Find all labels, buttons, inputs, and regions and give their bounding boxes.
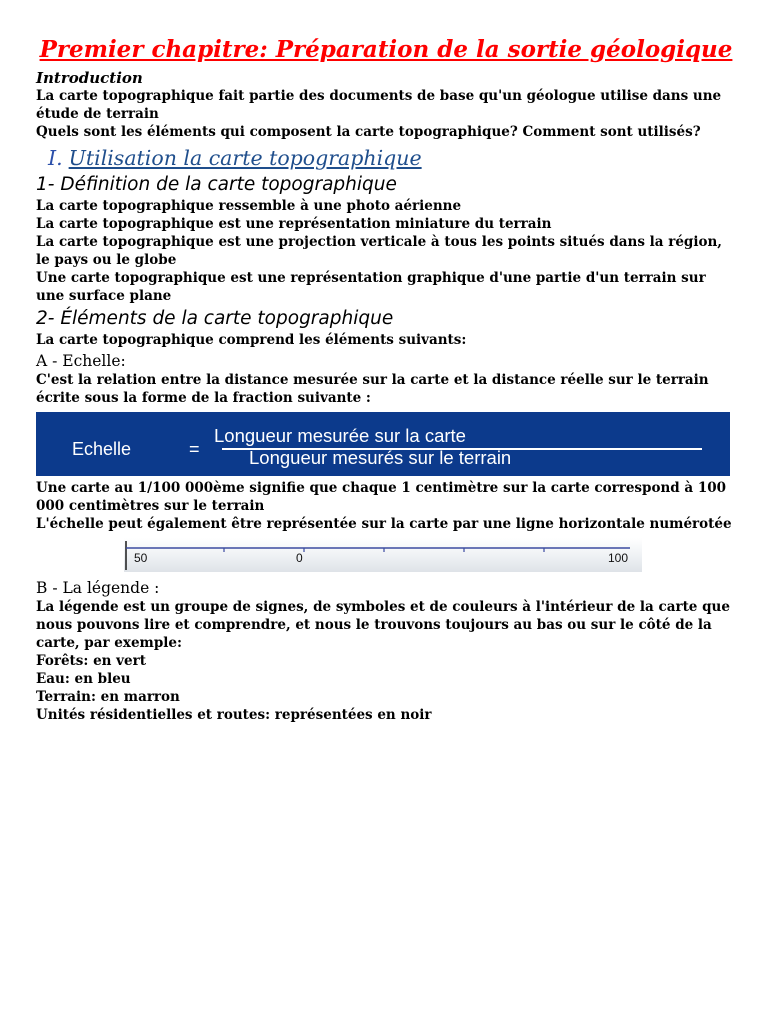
section-1-number: I. <box>48 146 63 170</box>
scale-line-text: L'échelle peut également être représentée sur la carte par une ligne horizontale numérotée <box>36 516 732 532</box>
graphic-scale-bar <box>124 538 642 572</box>
legend-definition: La légende est un groupe de signes, de symboles et de couleurs à l'intérieur de la carte que nous pouvons lire et comprendre, et nous le trouvons toujours au bas ou sur le côté de la carte, par exemple: <box>36 599 730 651</box>
formula-lhs: Echelle <box>72 439 132 459</box>
chapter-title: Premier chapitre: Préparation de la sortie géologique <box>39 36 733 63</box>
graphic-scale-svg <box>124 538 642 572</box>
section-1-title: Utilisation la carte topographique <box>68 146 422 170</box>
definition-line-3: La carte topographique est une projection verticale à tous les points situés dans la région, le pays ou le globe <box>36 234 723 268</box>
scale-label-100: 100 <box>608 551 629 565</box>
intro-paragraph-1: La carte topographique fait partie des documents de base qu'un géologue utilise dans une étude de terrain <box>36 88 722 122</box>
scale-label-50: 50 <box>134 551 148 565</box>
legend-item-water: Eau: en bleu <box>36 671 131 687</box>
definition-line-4: Une carte topographique est une représentation graphique d'une partie d'un terrain sur une surface plane <box>36 270 706 304</box>
introduction-heading: Introduction <box>36 69 143 87</box>
definition-line-2: La carte topographique est une représentation miniature du terrain <box>36 216 552 232</box>
formula-equals: = <box>189 439 200 459</box>
legend-item-roads: Unités résidentielles et routes: représentées en noir <box>36 707 432 723</box>
scale-example: Une carte au 1/100 000ème signifie que chaque 1 centimètre sur la carte correspond à 100 000 centimètres sur le terrain <box>36 480 727 514</box>
part-a-heading: A - Echelle: <box>36 352 126 370</box>
intro-paragraph-2: Quels sont les éléments qui composent la carte topographique? Comment sont utilisés? <box>36 124 701 140</box>
legend-item-forests: Forêts: en vert <box>36 653 146 669</box>
formula-denominator: Longueur mesurés sur le terrain <box>249 447 512 468</box>
scale-definition: C'est la relation entre la distance mesurée sur la carte et la distance réelle sur le terrain écrite sous la forme de la fraction suivante : <box>36 372 709 406</box>
subsection-1-heading: 1- Définition de la carte topographique <box>36 174 397 195</box>
scale-background <box>124 538 642 572</box>
part-b-heading: B - La légende : <box>36 579 160 597</box>
elements-intro: La carte topographique comprend les éléments suivants: <box>36 332 467 348</box>
scale-formula-image <box>36 412 730 476</box>
legend-item-terrain: Terrain: en marron <box>36 689 180 705</box>
scale-label-0: 0 <box>296 551 303 565</box>
subsection-2-heading: 2- Éléments de la carte topographique <box>36 308 394 329</box>
definition-line-1: La carte topographique ressemble à une photo aérienne <box>36 198 462 214</box>
section-1-heading <box>48 145 736 171</box>
document-page <box>36 34 736 724</box>
formula-numerator: Longueur mesurée sur la carte <box>214 425 466 446</box>
